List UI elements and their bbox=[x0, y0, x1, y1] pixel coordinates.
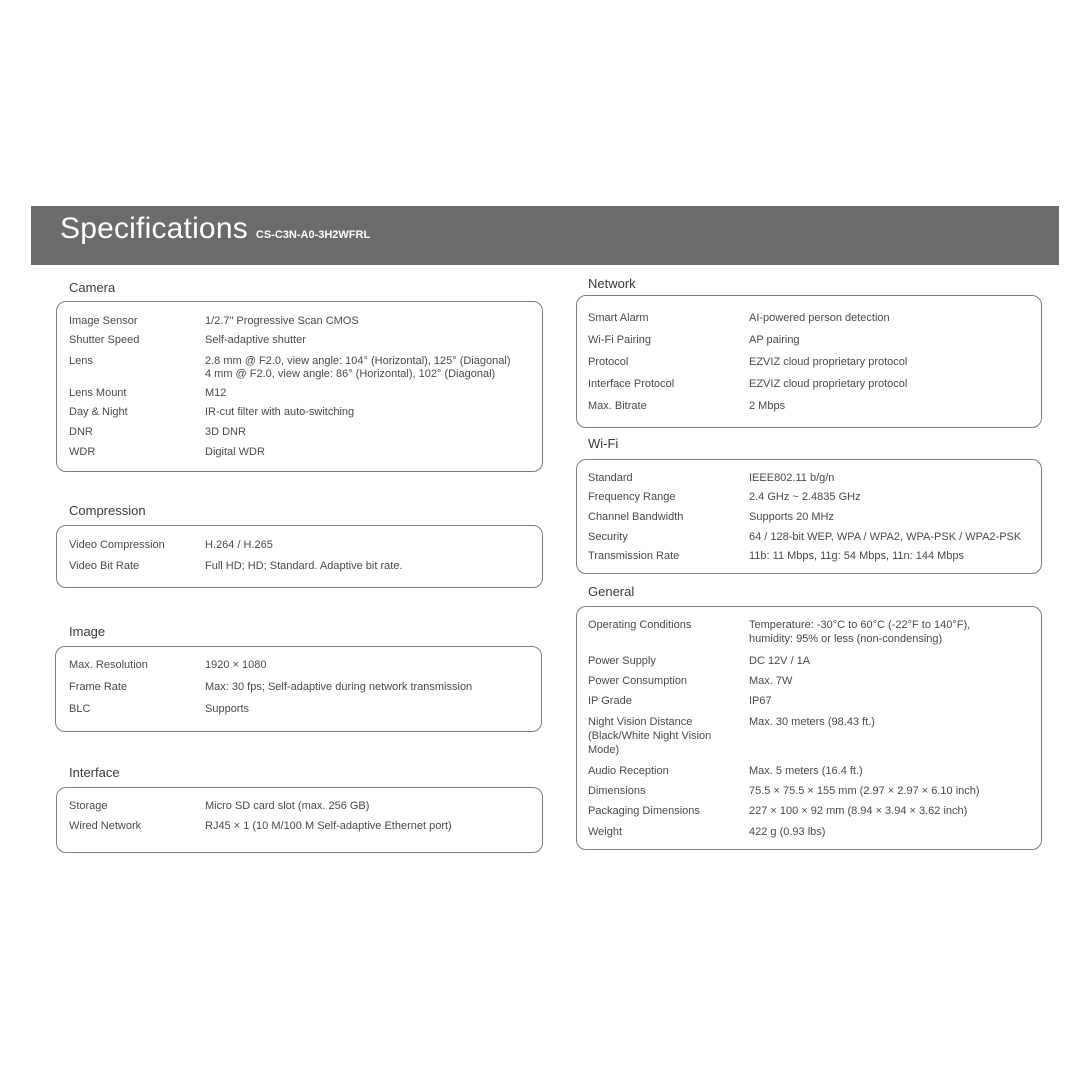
spec-value: Micro SD card slot (max. 256 GB) bbox=[205, 800, 370, 812]
spec-value-line2: 4 mm @ F2.0, view angle: 86° (Horizontal), 102° (Diagonal) bbox=[205, 368, 496, 380]
spec-label: Audio Reception bbox=[588, 765, 669, 777]
section-title-image: Image bbox=[69, 624, 106, 639]
spec-label: Max. Bitrate bbox=[588, 400, 647, 412]
spec-label: Protocol bbox=[588, 356, 629, 368]
spec-label: Video Compression bbox=[69, 539, 165, 551]
spec-label: Operating Conditions bbox=[588, 619, 692, 631]
spec-label: DNR bbox=[69, 426, 93, 438]
spec-value: 11b: 11 Mbps, 11g: 54 Mbps, 11n: 144 Mbps bbox=[749, 550, 965, 562]
spec-value: Max. 30 meters (98.43 ft.) bbox=[749, 716, 875, 728]
spec-label: IP Grade bbox=[588, 695, 632, 707]
spec-value: IR-cut filter with auto-switching bbox=[205, 406, 355, 418]
spec-value: 2.8 mm @ F2.0, view angle: 104° (Horizontal), 125° (Diagonal) bbox=[205, 355, 511, 367]
spec-value: Full HD; HD; Standard. Adaptive bit rate. bbox=[205, 560, 403, 572]
spec-value: EZVIZ cloud proprietary protocol bbox=[749, 356, 908, 368]
page-title bbox=[60, 212, 370, 246]
header-bar bbox=[31, 206, 1059, 265]
spec-label: Transmission Rate bbox=[588, 550, 680, 562]
spec-value: Max. 5 meters (16.4 ft.) bbox=[749, 765, 863, 777]
spec-value: Self-adaptive shutter bbox=[205, 334, 306, 346]
spec-value: 422 g (0.93 lbs) bbox=[749, 826, 826, 838]
spec-label: Interface Protocol bbox=[588, 378, 675, 390]
spec-label: Day & Night bbox=[69, 406, 128, 418]
spec-label: Standard bbox=[588, 472, 633, 484]
spec-label: Frame Rate bbox=[69, 681, 128, 693]
spec-value: Supports 20 MHz bbox=[749, 511, 834, 523]
spec-value: 227 × 100 × 92 mm (8.94 × 3.94 × 3.62 inch) bbox=[749, 805, 968, 817]
spec-value-line2: humidity: 95% or less (non-condensing) bbox=[749, 633, 943, 645]
spec-value: 2 Mbps bbox=[749, 400, 786, 412]
spec-label-line2: (Black/White Night Vision bbox=[588, 730, 712, 742]
spec-label: Max. Resolution bbox=[69, 659, 148, 671]
spec-value: IEEE802.11 b/g/n bbox=[749, 472, 835, 484]
spec-value: EZVIZ cloud proprietary protocol bbox=[749, 378, 908, 390]
spec-value: 75.5 × 75.5 × 155 mm (2.97 × 2.97 × 6.10 inch) bbox=[749, 785, 980, 797]
section-title-camera: Camera bbox=[69, 280, 116, 295]
spec-value: H.264 / H.265 bbox=[205, 539, 273, 551]
spec-label: WDR bbox=[69, 446, 96, 458]
spec-label-line3: Mode) bbox=[588, 744, 620, 756]
spec-label: Storage bbox=[69, 800, 108, 812]
spec-label: Night Vision Distance bbox=[588, 716, 693, 728]
spec-value: Digital WDR bbox=[205, 446, 265, 458]
spec-label: Video Bit Rate bbox=[69, 560, 140, 572]
spec-value: 1/2.7" Progressive Scan CMOS bbox=[205, 315, 359, 327]
spec-box-compression bbox=[56, 525, 543, 588]
section-title-wifi: Wi-Fi bbox=[588, 436, 619, 451]
title-text: Specifications bbox=[60, 212, 248, 245]
spec-value: M12 bbox=[205, 387, 227, 399]
spec-label: Channel Bandwidth bbox=[588, 511, 684, 523]
spec-value: IP67 bbox=[749, 695, 772, 707]
section-title-interface: Interface bbox=[69, 765, 120, 780]
spec-value: Temperature: -30°C to 60°C (-22°F to 140°F), bbox=[749, 619, 971, 631]
spec-label: Wired Network bbox=[69, 820, 142, 832]
spec-value: AI-powered person detection bbox=[749, 312, 890, 324]
spec-value: 3D DNR bbox=[205, 426, 246, 438]
spec-value: 1920 × 1080 bbox=[205, 659, 267, 671]
spec-value: Supports bbox=[205, 703, 250, 715]
spec-label: Packaging Dimensions bbox=[588, 805, 700, 817]
spec-label: Security bbox=[588, 531, 628, 543]
model-number: CS-C3N-A0-3H2WFRL bbox=[255, 229, 371, 241]
spec-label: Power Consumption bbox=[588, 675, 688, 687]
spec-label: Power Supply bbox=[588, 655, 656, 667]
spec-label: Shutter Speed bbox=[69, 334, 140, 346]
spec-value: Max. 7W bbox=[749, 675, 793, 687]
spec-label: Image Sensor bbox=[69, 315, 138, 327]
spec-value: AP pairing bbox=[749, 334, 800, 346]
spec-value: RJ45 × 1 (10 M/100 M Self-adaptive Ethernet port) bbox=[205, 820, 452, 832]
section-title-compression: Compression bbox=[69, 503, 146, 518]
spec-label: BLC bbox=[69, 703, 91, 715]
section-title-network: Network bbox=[588, 276, 636, 291]
spec-value: Max: 30 fps; Self-adaptive during network transmission bbox=[205, 681, 473, 693]
spec-label: Wi-Fi Pairing bbox=[588, 334, 651, 346]
spec-label: Lens Mount bbox=[69, 387, 127, 399]
spec-label: Lens bbox=[69, 355, 93, 367]
section-title-general: General bbox=[588, 584, 635, 599]
spec-label: Weight bbox=[588, 826, 623, 838]
spec-label: Dimensions bbox=[588, 785, 646, 797]
spec-value: 64 / 128-bit WEP, WPA / WPA2, WPA-PSK / WPA2-PSK bbox=[749, 531, 1022, 543]
spec-label: Smart Alarm bbox=[588, 312, 649, 324]
spec-value: DC 12V / 1A bbox=[749, 655, 811, 667]
spec-value: 2.4 GHz ~ 2.4835 GHz bbox=[749, 491, 861, 503]
spec-label: Frequency Range bbox=[588, 491, 676, 503]
